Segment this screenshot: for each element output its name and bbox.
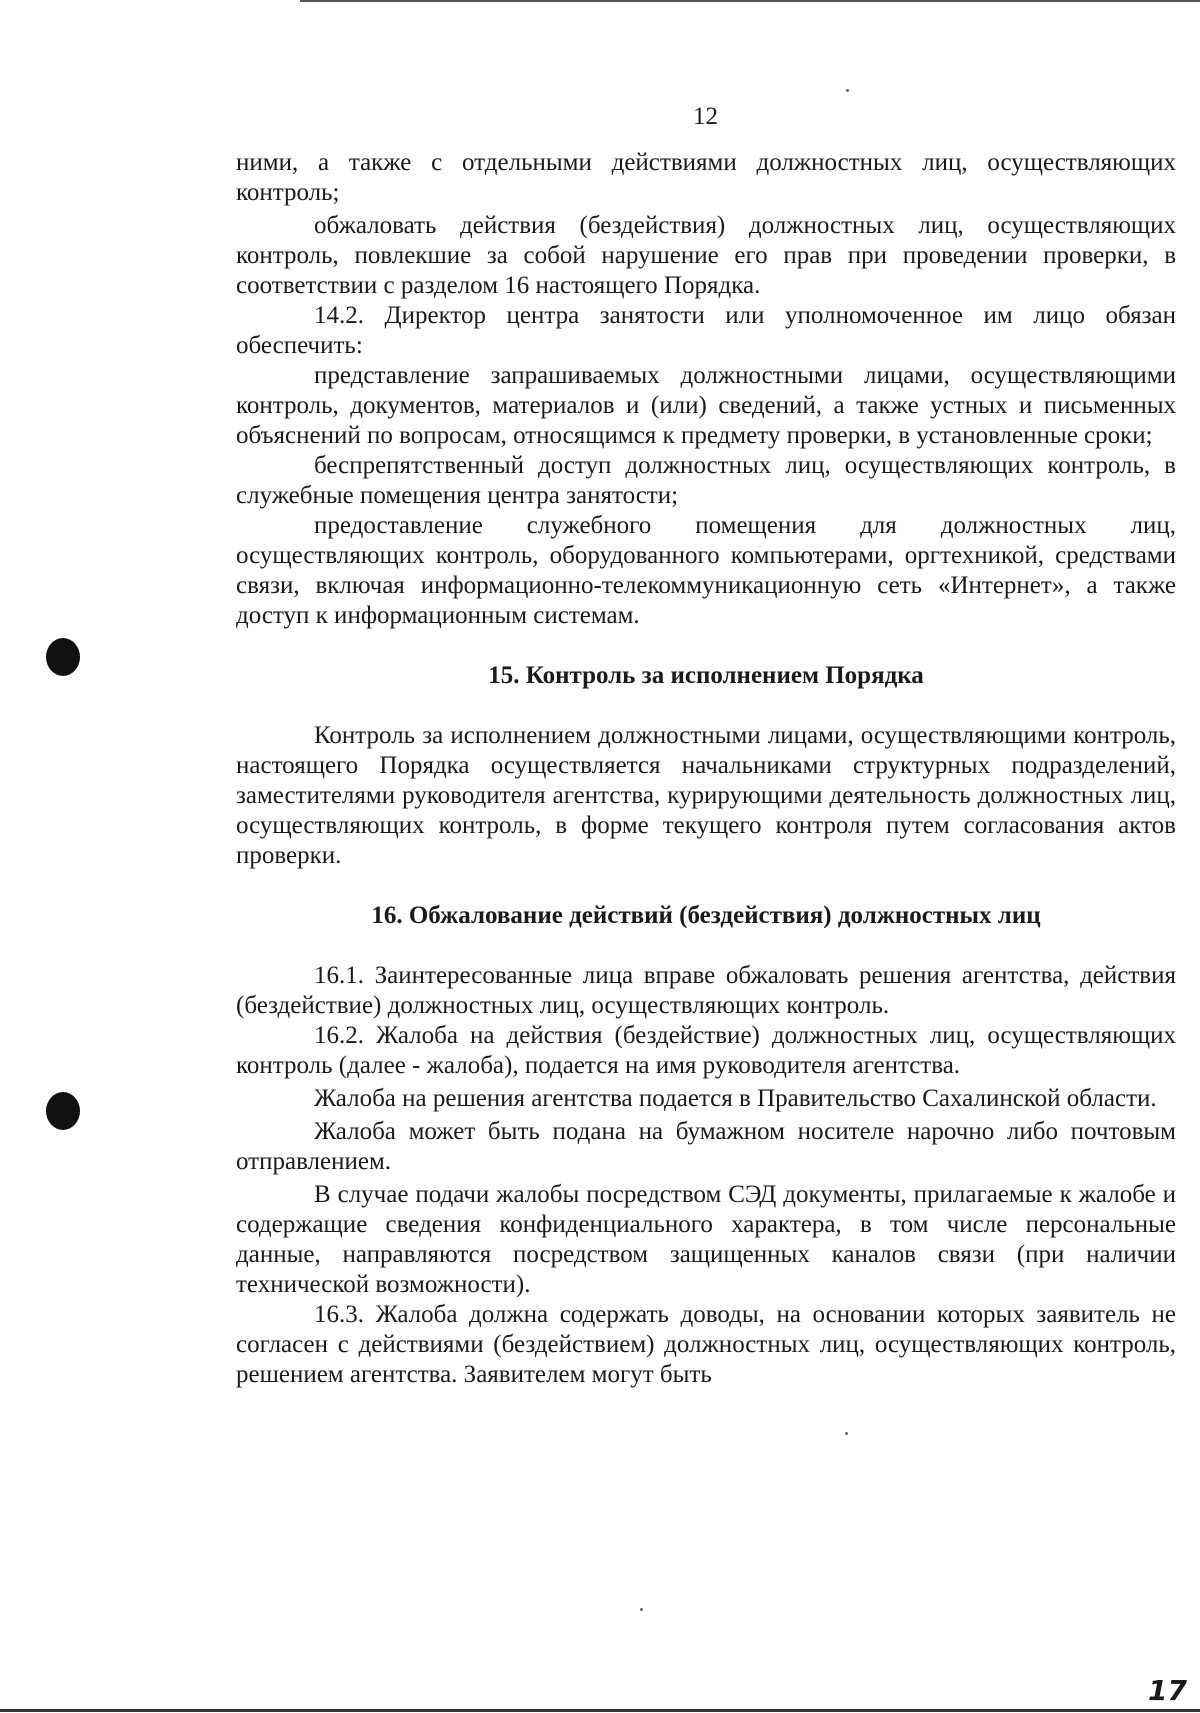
scan-speck [845, 1432, 848, 1435]
paragraph: В случае подачи жалобы посредством СЭД документы, прилагаемые к жалобе и содержащие сведения конфиденциального характера, в том числе персональные данные, направляются посредством защищенных каналов связи (при наличии технической возможности). [236, 1181, 1176, 1298]
paragraph: представление запрашиваемых должностными лицами, осуществляющими контроль, документов, материалов и (или) сведений, а также устных и письменных объяснений по вопросам, относящимся к предмету проверки, в установленные сроки; [236, 362, 1176, 449]
page-number: 12 [693, 103, 718, 130]
paragraph: обжаловать действия (бездействия) должностных лиц, осуществляющих контроль, повлекшие за собой нарушение его прав при проведении проверки, в соответствии с разделом 16 настоящего Порядка. [236, 212, 1176, 299]
paragraph: ними, а также с отдельными действиями должностных лиц, осуществляющих контроль; [236, 149, 1176, 206]
punch-hole [46, 1092, 80, 1130]
paragraph: беспрепятственный доступ должностных лиц, осуществляющих контроль, в служебные помещения центра занятости; [236, 452, 1176, 509]
scan-edge-top [300, 0, 1200, 2]
punch-hole [46, 638, 80, 676]
paragraph: 14.2. Директор центра занятости или уполномоченное им лицо обязан обеспечить: [236, 302, 1176, 359]
section-heading-15: 15. Контроль за исполнением Порядка [488, 662, 924, 689]
paragraph: 16.2. Жалоба на действия (бездействие) должностных лиц, осуществляющих контроль (далее - жалоба), подается на имя руководителя агентства. [236, 1022, 1176, 1079]
paragraph: 16.3. Жалоба должна содержать доводы, на основании которых заявитель не согласен с действиями (бездействием) должностных лиц, осуществляющих контроль, решением агентства. Заявителем могут быть [236, 1301, 1176, 1388]
scan-speck [846, 89, 849, 92]
document-body [236, 148, 1176, 1390]
section-heading-16: 16. Обжалование действий (бездействия) должностных лиц [371, 902, 1041, 929]
paragraph: Жалоба на решения агентства подается в Правительство Сахалинской области. [314, 1085, 1157, 1112]
scan-speck [640, 1608, 643, 1611]
scan-edge-bottom [0, 1709, 1200, 1712]
paragraph: предоставление служебного помещения для должностных лиц, осуществляющих контроль, оборудованного компьютерами, оргтехникой, средствами связи, включая информационно-телекоммуникационную сеть «Интернет», а также доступ к информационным системам. [236, 512, 1176, 629]
paragraph: Жалоба может быть подана на бумажном носителе нарочно либо почтовым отправлением. [236, 1118, 1176, 1175]
handwritten-sheet-number: 17 [1148, 1674, 1187, 1707]
paragraph: 16.1. Заинтересованные лица вправе обжаловать решения агентства, действия (бездействие) должностных лиц, осуществляющих контроль. [236, 962, 1176, 1019]
paragraph: Контроль за исполнением должностными лицами, осуществляющими контроль, настоящего Порядка осуществляется начальниками структурных подразделений, заместителями руководителя агентства, курирующими деятельность должностных лиц, осуществляющих контроль, в форме текущего контроля путем согласования актов проверки. [236, 722, 1176, 869]
